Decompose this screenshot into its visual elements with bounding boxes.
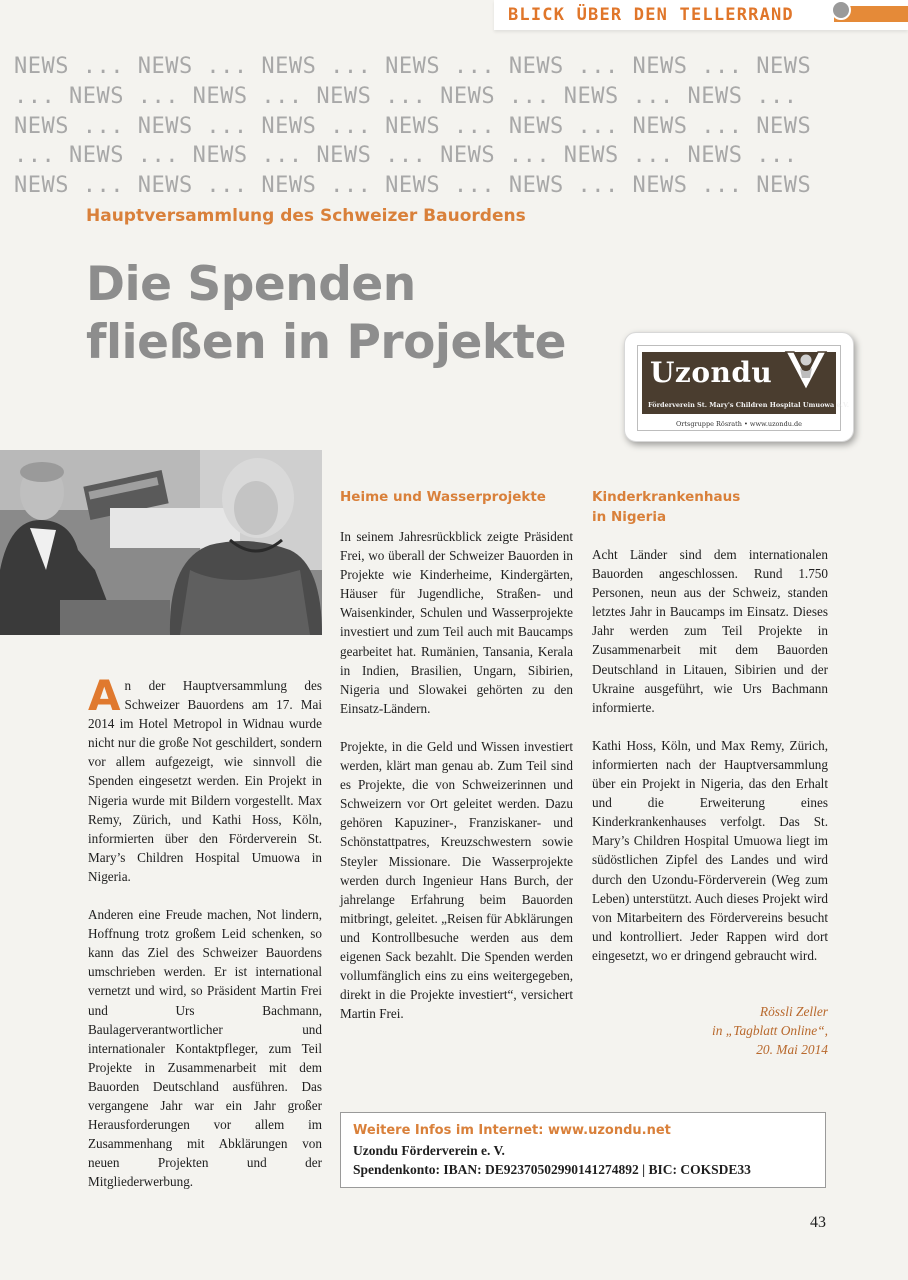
info-box-bank-account: Spendenkonto: IBAN: DE92370502990141274892 | BIC: COKSDE33 [353,1162,751,1177]
col1-paragraph-1 [88,671,322,886]
dropcap: A [88,671,121,720]
uzondu-logo-card [624,332,854,442]
article-kicker: Hauptversammlung des Schweizer Bauordens [86,206,526,226]
col3-paragraph-2: Kathi Hoss, Köln, und Max Remy, Zürich, informierten nach der Hauptversammlung über ein Projekt in Nigeria, das den Erhalt und die Erweiterung eines Kinderkrankenhauses verfolgt. Das St. Mary’s Children Hospital Umuowa liegt im südöstlichen Zipfel des Landes und wird durch den Uzondu-Förderverein (Weg zum Leben) unterstützt. Auch dieses Projekt wird von Mitarbeitern des Fördervereins besucht und kontrolliert. Jeder Rappen wird dort eingesetzt, wo er dringend gebraucht wird. [592,737,828,963]
info-box-organisation: Uzondu Förderverein e. V. [353,1143,505,1158]
logo-wordmark: Uzondu [650,356,773,389]
col3-body [592,545,828,965]
col1-paragraph-2: Anderen eine Freude machen, Not lindern, Hoffnung trotz großem Leid schenken, so kann das Ziel des Schweizer Bauordens umschrieben werden. Er ist international vernetzt und wird, so Präsident Martin Frei und Urs Bachmann, Baulagerverantwortlicher und internationaler Kontaktpfleger, zum Teil Projekte in Zusammenarbeit mit dem Bauorden Deutschland ausführen. Das vergangene Jahr war ein Jahr großer Herausforderungen vor allem im Zusammenhang mit Abklärungen von neuen Projekten und der Mitgliederwerbung. [88,907,322,1190]
news-banner-row: NEWS ... NEWS ... NEWS ... NEWS ... NEWS ... NEWS ... NEWS [14,114,812,139]
logo-contact: Ortsgruppe Rösrath • www.uzondu.de [675,420,803,428]
logo-frame [637,345,850,431]
news-banner-row: ... NEWS ... NEWS ... NEWS ... NEWS ... NEWS ... NEWS ... [14,143,798,168]
col3-paragraph-1: Acht Länder sind dem internationalen Bauorden angeschlossen. Rund 1.750 Personen, neun aus der Schweiz, standen letztes Jahr in Baucamps im Einsatz. Dieses Jahr werden zum Teil Projekte in Zusammenarbeit mit dem Bauorden Deutschland in Litauen, Sibirien und der Ukraine ausgeführt, wie Urs Bachmann informierte. [592,547,828,715]
article-signature [592,1002,828,1059]
logo-emblem-icon [782,346,830,394]
news-banner-row: ... NEWS ... NEWS ... NEWS ... NEWS ... NEWS ... NEWS ... [14,84,798,109]
headline-line-1: Die Spenden [86,257,416,312]
col2-paragraph-2: Projekte, in die Geld und Wissen investiert werden, klärt man genau ab. Zum Teil sind es Projekte, die von Schweizerinnen und Schweizern vor Ort geleitet werden. Dazu gehören Kapuziner-, Franziskaner- und Schönstattpatres, Kreuzschwestern sowie Steyler Missionare. Die Wasserprojekte werden durch Ingenieur Hans Burch, der jahrelange Erfahrung beim Bauorden mitbringt, geleitet. „Reisen für Abklärungen und Kontrollbesuche werden aus dem eigenen Sack bezahlt. Die Spenden werden vollumfänglich eins zu eins weitergegeben, direkt in die Projekte investiert“, versichert Martin Frei. [340,738,573,1022]
signature-date: 20. Mai 2014 [756,1042,828,1058]
article-column-3 [592,487,828,984]
col3-heading [592,487,828,527]
logo-subtitle: Förderverein St. Mary's Children Hospital Umuowa e.V. [648,401,850,409]
logo-banner [642,352,850,414]
col2-body [340,527,573,1023]
news-banner-row: NEWS ... NEWS ... NEWS ... NEWS ... NEWS ... NEWS ... NEWS [14,173,812,198]
col3-heading-line-2: in Nigeria [592,509,667,525]
col1-paragraph-1-text: n der Hauptversammlung des Schweizer Bauordens am 17. Mai 2014 im Hotel Metropol in Widnau wurde nicht nur die große Not geschildert, sondern vor allem aufgezeigt, wie sinnvoll die Spenden eingesetzt werden. Ein Projekt in Nigeria wurde mit Bildern vorgestellt. Max Remy, Zürich, und Kathi Hoss, Köln, informierten über den Förderverein St. Mary’s Children Hospital Umuowa in Nigeria. [88,678,322,884]
news-banner-row: NEWS ... NEWS ... NEWS ... NEWS ... NEWS ... NEWS ... NEWS [14,54,812,79]
headline-line-2: fließen in Projekte [86,315,566,370]
section-header-dot [831,0,851,20]
section-title: BLICK ÜBER DEN TELLERRAND [508,5,794,25]
col2-paragraph-1: In seinem Jahresrückblick zeigte Präsident Frei, wo überall der Schweizer Bauorden in Projekte wie Kinderheime, Kindergärten, Häuser für Jugendliche, Straßen- und Waisenkinder, Schulen und Wasserprojekte investiert und zum Teil auch mit Baucamps gearbeitet hat. Rumänien, Tansania, Kerala in Indien, Brasilien, Ungarn, Sibirien, Nigeria und Slowakei gehörten zu den Einsatz-Ländern. [340,529,573,716]
info-box [340,1112,826,1188]
photo-illustration [0,450,322,635]
col2-heading: Heime und Wasserprojekte [340,489,546,505]
article-photo [0,450,322,635]
signature-author: Rössli Zeller [759,1004,828,1019]
page-number: 43 [810,1214,826,1231]
article-column-2 [340,487,573,1042]
section-header [494,0,908,30]
col3-heading-line-1: Kinderkrankenhaus [592,489,741,505]
signature-source: in „Tagblatt Online“, [712,1023,828,1039]
article-column-1 [88,671,322,1210]
article-headline [86,256,626,372]
info-box-title[interactable]: Weitere Infos im Internet: www.uzondu.net [353,1123,671,1138]
